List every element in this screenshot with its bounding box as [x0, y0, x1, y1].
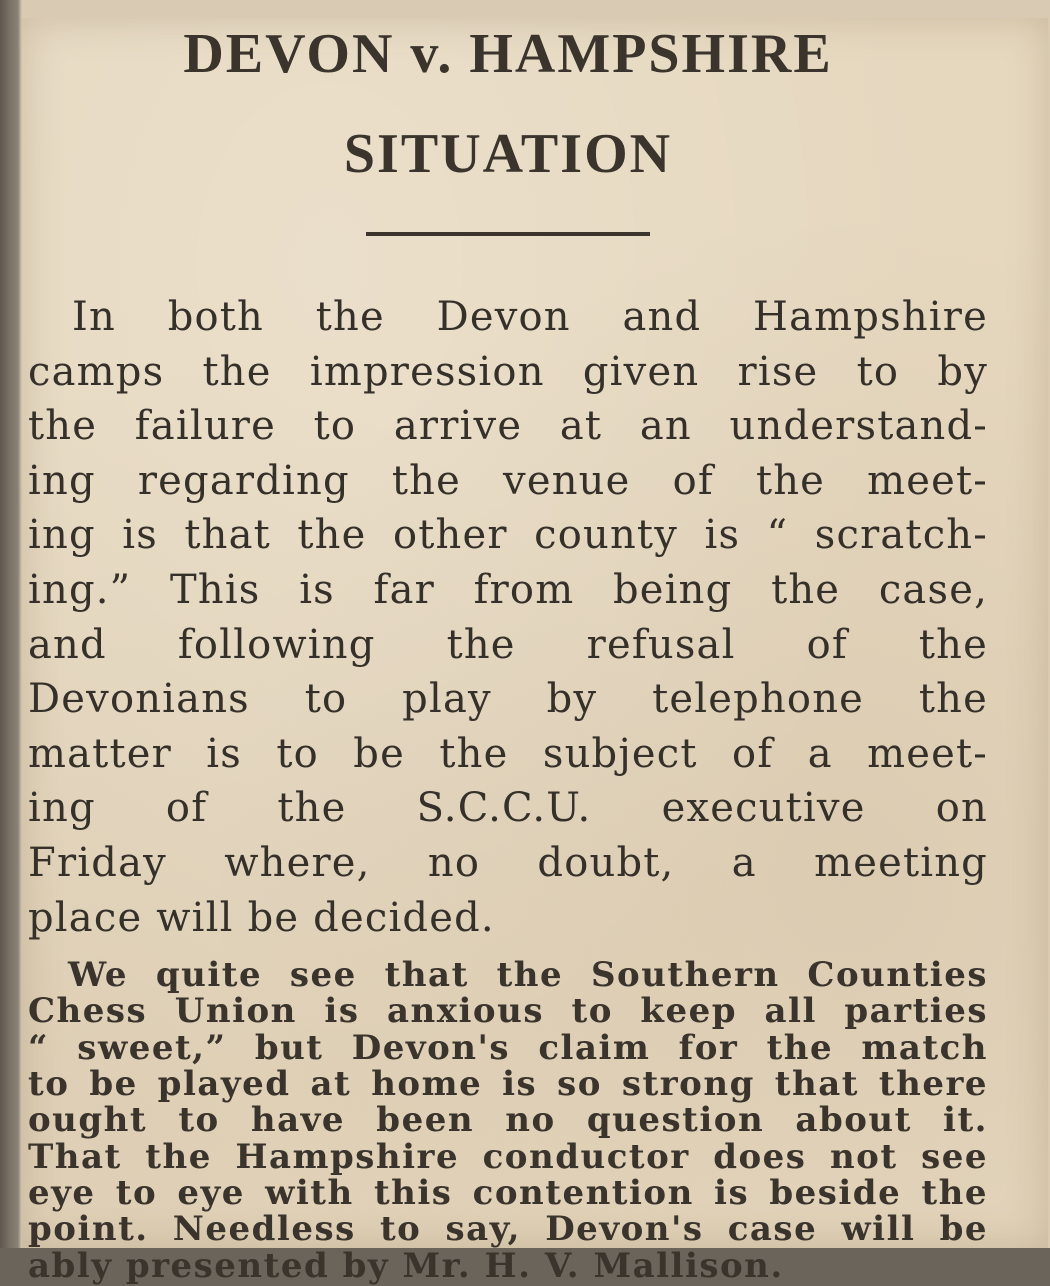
paragraph-2	[28, 957, 988, 1284]
paragraph-line: ing regarding the venue of the meet-	[28, 457, 988, 504]
paragraph-line: eye to eye with this contention is beside the	[28, 1172, 988, 1213]
paragraph-line: to be played at home is so strong that there	[28, 1064, 988, 1105]
paragraph-line: That the Hampshire conductor does not see	[28, 1136, 988, 1177]
newspaper-clipping	[22, 18, 1048, 1286]
paragraph-line: Friday where, no doubt, a meeting	[28, 839, 988, 886]
paragraph-line: camps the impression given rise to by	[28, 348, 988, 395]
paragraph-line: Devonians to play by telephone the	[28, 676, 988, 723]
headline-line-1: DEVON v. HAMPSHIRE	[183, 23, 833, 85]
paragraph-line: ing is that the other county is “ scratch-	[28, 512, 988, 559]
paragraph-line: and following the refusal of the	[28, 621, 988, 668]
paragraph-line: In both the Devon and Hampshire	[72, 294, 988, 340]
paragraph-line: Chess Union is anxious to keep all parties	[28, 991, 988, 1032]
paragraph-line: ought to have been no question about it.	[28, 1100, 988, 1141]
paragraph-line: ably presented by Mr. H. V. Mallison.	[28, 1245, 784, 1286]
headline-line-2: SITUATION	[343, 123, 673, 185]
paragraph-1	[28, 290, 988, 945]
paragraph-line: ing.” This is far from being the case,	[28, 566, 988, 613]
paragraph-line: matter is to be the subject of a meet-	[28, 730, 988, 777]
paragraph-line: We quite see that the Southern Counties	[68, 955, 988, 996]
headline-divider	[366, 232, 650, 236]
paragraph-line: ing of the S.C.C.U. executive on	[28, 785, 988, 832]
article	[28, 18, 988, 1284]
paragraph-line: point. Needless to say, Devon's case will be	[28, 1209, 988, 1250]
paragraph-line: place will be decided.	[28, 894, 495, 941]
paragraph-line: “ sweet,” but Devon's claim for the match	[28, 1027, 988, 1068]
paragraph-line: the failure to arrive at an understand-	[28, 403, 988, 450]
